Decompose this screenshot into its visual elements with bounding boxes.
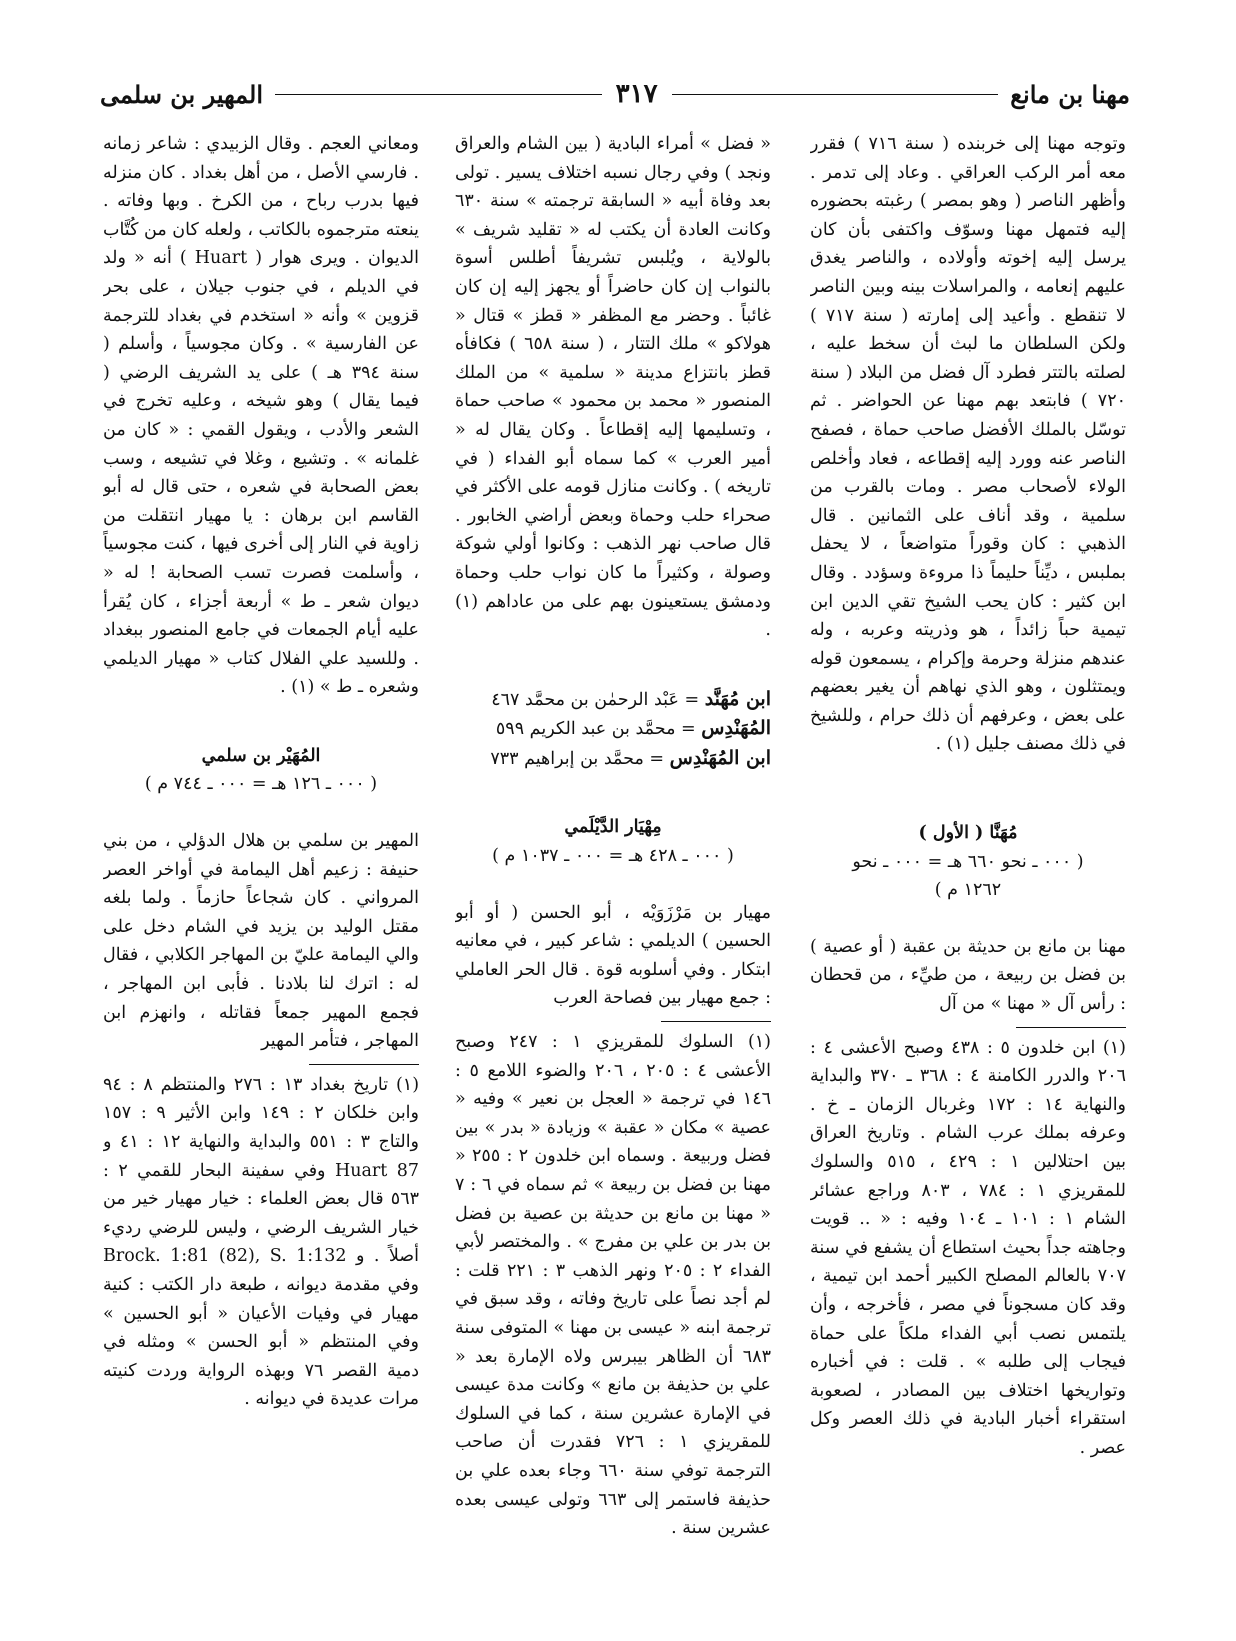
entry-dates: ١٢٦٢ م )	[934, 880, 1002, 901]
footnote-separator	[661, 1021, 771, 1022]
body-text: « فضل » أمراء البادية ( بين الشام والعراق ونجد ) وفي رجال نسبه اختلاف يسير . تولى بعد وفاة أبيه « السابقة ترجمته » سنة ٦٣٠ وكانت العادة أن يكتب له « تقليد شريف » بالولاية ، ويُلبس تشريفاً أطلس أسوة بالنواب إن كان حاضراً أو يجهز إليه إن كان غائباً . وحضر مع المظفر « قطز » قتال « هولاكو » ملك التتار ، ( سنة ٦٥٨ ) فكافأه قطز بانتزاع مدينة « سلمية » من الملك المنصور « محمد بن محمود » صاحب حماة ، وتسليمها إليه إقطاعاً . وكان يقال له « أمير العرب » كما سماه أبو الفداء ( في تاريخه ) . وكانت منازل قومه على الأكثر في صحراء حلب وحماة وبعض أراضي الخابور . قال صاحب نهر الذهب : وكانوا أولي شوكة وصولة ، وكثيراً ما كان نواب حلب وحماة ودمشق يستعينون بهم على من عاداهم (١) .	[455, 134, 771, 641]
entry-dates: ( ٠٠٠ ـ ١٢٦ هـ = ٠٠٠ ـ ٧٤٤ م )	[144, 774, 378, 795]
reference-name: ابن المُهَنْدِس	[669, 746, 771, 769]
spacer	[455, 645, 771, 685]
entry-title: مِهْيَار الدَّيْلَمي	[564, 817, 662, 838]
spacer	[810, 905, 1126, 933]
cross-reference	[455, 685, 771, 715]
footnote: (١) ابن خلدون ٥ : ٤٣٨ وصبح الأعشى ٤ : ٢٠٦ والدرر الكامنة ٤ : ٣٦٨ ـ ٣٧٠ والبداية والنهاية ١٤ : ١٧٢ وغربال الزمان ـ خ . وعرفه بملك عرب الشام . وتاريخ العراق بين احتلالين ١ : ٤٢٩ ، ٥١٥ والسلوك للمقريزي ١ : ٧٨٤ ، ٨٠٣ وراجع عشائر الشام ١ : ١٠١ ـ ١٠٤ وفيه : « .. قويت وجاهته جداً بحيث استطاع أن يشفع في سنة ٧٠٧ بالعالم المصلح الكبير أحمد ابن تيمية ، وقد كان مسجوناً في مصر ، فأخرجه ، وأن يلتمس نصب أبي الفداء ملكاً على حماة فيجاب إلى طلبه » . قلت : في أخباره وتواريخها اختلاف بين المصادر ، لصعوبة استقراء أخبار البادية في ذلك العصر وكل عصر .	[810, 1037, 1126, 1458]
reference-target: = عَبْد الرحمٰن بن محمَّد ٤٦٧	[491, 689, 700, 710]
reference-target: = محمَّد بن إبراهيم ٧٣٣	[490, 748, 665, 769]
body-text: وتوجه مهنا إلى خربنده ( سنة ٧١٦ ) فقرر معه أمر الركب العراقي . وعاد إلى تدمر . وأظهر الناصر ( وهو بمصر ) رغبته بحضوره إليه فتمهل مهنا وسوّف واكتفى بأن كان يرسل إليه إخوته وأولاده ، والناصر يغدق عليهم إنعامه ، والمراسلات بينه وبين الناصر لا تنقطع . وأعيد إلى إمارته ( سنة ٧١٧ ) ولكن السلطان ما لبث أن سخط عليه ، لصلته بالتتر فطرد آل فضل من البلاد ( سنة ٧٢٠ ) فابتعد بهم مهنا عن الحواضر . ثم توسّل بالملك الأفضل صاحب حماة ، فصفح الناصر عنه وورد إليه إقطاعه ، فعاد وأخلص الولاء لأصحاب مصر . ومات بالقرب من سلمية ، وقد أناف على الثمانين . قال الذهبي : كان وقوراً متواضعاً ، لا يحفل بملبس ، ديِّناً حليماً ذا مروءة وسؤدد . وقال ابن كثير : كان يحب الشيخ تقي الدين ابن تيمية حباً زائداً ، هو وذريته وعربه ، وله عندهم منزلة وحرمة وإكرام ، يسمعون قوله ويمتثلون ، وهو الذي نهاهم أن يغير بعضهم على بعض ، وعرفهم أن ذلك حرام ، وللشيخ في ذلك مصنف جليل (١) .	[810, 134, 1126, 755]
footnote-separator	[1016, 1027, 1126, 1028]
page-number: ٣١٧	[615, 79, 658, 109]
footnote: (١) السلوك للمقريزي ١ : ٢٤٧ وصبح الأعشى ٤ : ٢٠٥ ، ٢٠٦ والضوء اللامع ٥ : ١٤٦ في ترجمة « العجل بن نعير » وفيه « عصية » مكان « عقبة » وزيادة « بدر » بين فضل وربيعة . وسماه ابن خلدون ٢ : ٢٥٥ « مهنا بن فضل بن ربيعة » ثم سماه في ٦ : ٧ « مهنا بن مانع بن حديثة بن عصية بن فضل بن بدر بن علي بن مفرج » . والمختصر لأبي الفداء ٢ : ٢٠٥ ونهر الذهب ٣ : ٢٢١ قلت : لم أجد نصاً على تاريخ وفاته ، وقد سبق في ترجمة ابنه « عيسى بن مهنا » المتوفى سنة ٦٨٣ أن الظاهر بيبرس ولاه الإمارة بعد « علي بن حذيفة بن مانع » وكانت مدة عيسى في الإمارة عشرين سنة ، كما في السلوك للمقريزي ١ : ٧٢٦ فقدرت أن صاحب الترجمة توفي سنة ٦٦٠ وجاء بعده علي بن حذيفة فاستمر إلى ٦٦٣ وتولى عيسى بعده عشرين سنة .	[455, 1032, 771, 1539]
body-text: ومعاني العجم . وقال الزبيدي : شاعر زمانه . فارسي الأصل ، من أهل بغداد . كان منزله فيها بدرب رباح ، من الكرخ . وبها وفاته . ينعته مترجموه بالكاتب ، ولعله كان من كُتَّاب الديوان . ويرى هوار ( Huart ) أنه « ولد في الديلم ، في جنوب جيلان ، على بحر قزوين » وأنه « استخدم في بغداد للترجمة عن الفارسية » . وكان مجوسياً ، وأسلم ( سنة ٣٩٤ هـ ) على يد الشريف الرضي ( فيما يقال ) وهو شيخه ، وعليه تخرج في الشعر والأدب ، ويقول القمي : « كان من غلمانه » . وتشيع ، وغلا في تشيعه ، وسب بعض الصحابة في شعره ، حتى قال له أبو القاسم ابن برهان : يا مهيار انتقلت من زاوية في النار إلى أخرى فيها ، كنت مجوسياً ، وأسلمت فصرت تسب الصحابة ! له « ديوان شعر ـ ط » أربعة أجزاء ، كان يُقرأ عليه أيام الجمعات في جامع المنصور ببغداد . وللسيد علي الفلال كتاب « مهيار الديلمي وشعره ـ ط » (١) .	[103, 134, 419, 698]
cross-reference	[455, 744, 771, 774]
spacer	[103, 702, 419, 742]
reference-name: المُهَنْدِس	[701, 717, 771, 740]
entry-dates: ( ٠٠٠ ـ نحو ٦٦٠ هـ = ٠٠٠ ـ نحو	[852, 851, 1084, 872]
spacer	[455, 871, 771, 899]
column-left	[103, 130, 419, 1620]
spacer	[103, 799, 419, 827]
entry-body: مهيار بن مَرْزَوَيْه ، أبو الحسن ( أو أبو الحسين ) الديلمي : شاعر كبير ، في معانيه ابتكار . وفي أسلوبه قوة . قال الحر العاملي : جمع مهيار بين فصاحة العرب	[455, 902, 771, 1009]
entry-body: مهنا بن مانع بن حديثة بن عقبة ( أو عصية ) بن فضل بن ربيعة ، من طيِّء ، من قحطان : رأس آل « مهنا » من آل	[810, 936, 1126, 1015]
spacer	[810, 759, 1126, 819]
column-middle	[455, 130, 771, 1620]
header-right-title: مهنا بن مانع	[1010, 79, 1130, 109]
running-header	[100, 74, 1130, 114]
column-right	[810, 130, 1126, 1620]
cross-reference	[455, 714, 771, 744]
header-line-left	[275, 94, 602, 95]
header-rule	[275, 79, 998, 109]
footnote-separator	[309, 1064, 419, 1065]
entry-title: مُهَنَّا ( الأول )	[918, 823, 1018, 844]
entry-body: المهير بن سلمي بن هلال الدؤلي ، من بني حنيفة : زعيم أهل اليمامة في أواخر العصر المرواني . كان شجاعاً حازماً . ولما بلغه مقتل الوليد بن يزيد في الشام دخل على والي اليمامة عليّ بن المهاجر الكلابي ، فقال له : اترك لنا بلادنا . فأبى ابن المهاجر ، فجمع المهير جمعاً فقاتله ، وانهزم ابن المهاجر ، فتأمر المهير	[103, 831, 419, 1052]
reference-target: = محمَّد بن عبد الكريم ٥٩٩	[495, 719, 696, 740]
header-line-right	[672, 94, 999, 95]
header-left-title: المهير بن سلمى	[100, 79, 263, 109]
entry-dates: ( ٠٠٠ ـ ٤٢٨ هـ = ٠٠٠ ـ ١٠٣٧ م )	[492, 846, 734, 867]
footnote: (١) تاريخ بغداد ١٣ : ٢٧٦ والمنتظم ٨ : ٩٤ وابن خلكان ٢ : ١٤٩ وابن الأثير ٩ : ١٥٧ والتاج ٣ : ٥٥١ والبداية والنهاية ١٢ : ٤١ و Huart 87 وفي سفينة البحار للقمي ٢ : ٥٦٣ قال بعض العلماء : خيار مهيار خير من خيار الشريف الرضي ، وليس للرضي رديء أصلاً . و Brock. 1:81 (82), S. 1:132 وفي مقدمة ديوانه ، طبعة دار الكتب : كنية مهيار في وفيات الأعيان « أبو الحسين » وفي المنتظم « أبو الحسن » ومثله في دمية القصر ٧٦ وبهذه الرواية وردت كنيته مرات عديدة في ديوانه .	[103, 1074, 419, 1410]
spacer	[455, 773, 771, 813]
reference-name: ابن مُهَنَّد	[704, 687, 771, 710]
entry-title: المُهَيْر بن سلمي	[201, 745, 321, 766]
